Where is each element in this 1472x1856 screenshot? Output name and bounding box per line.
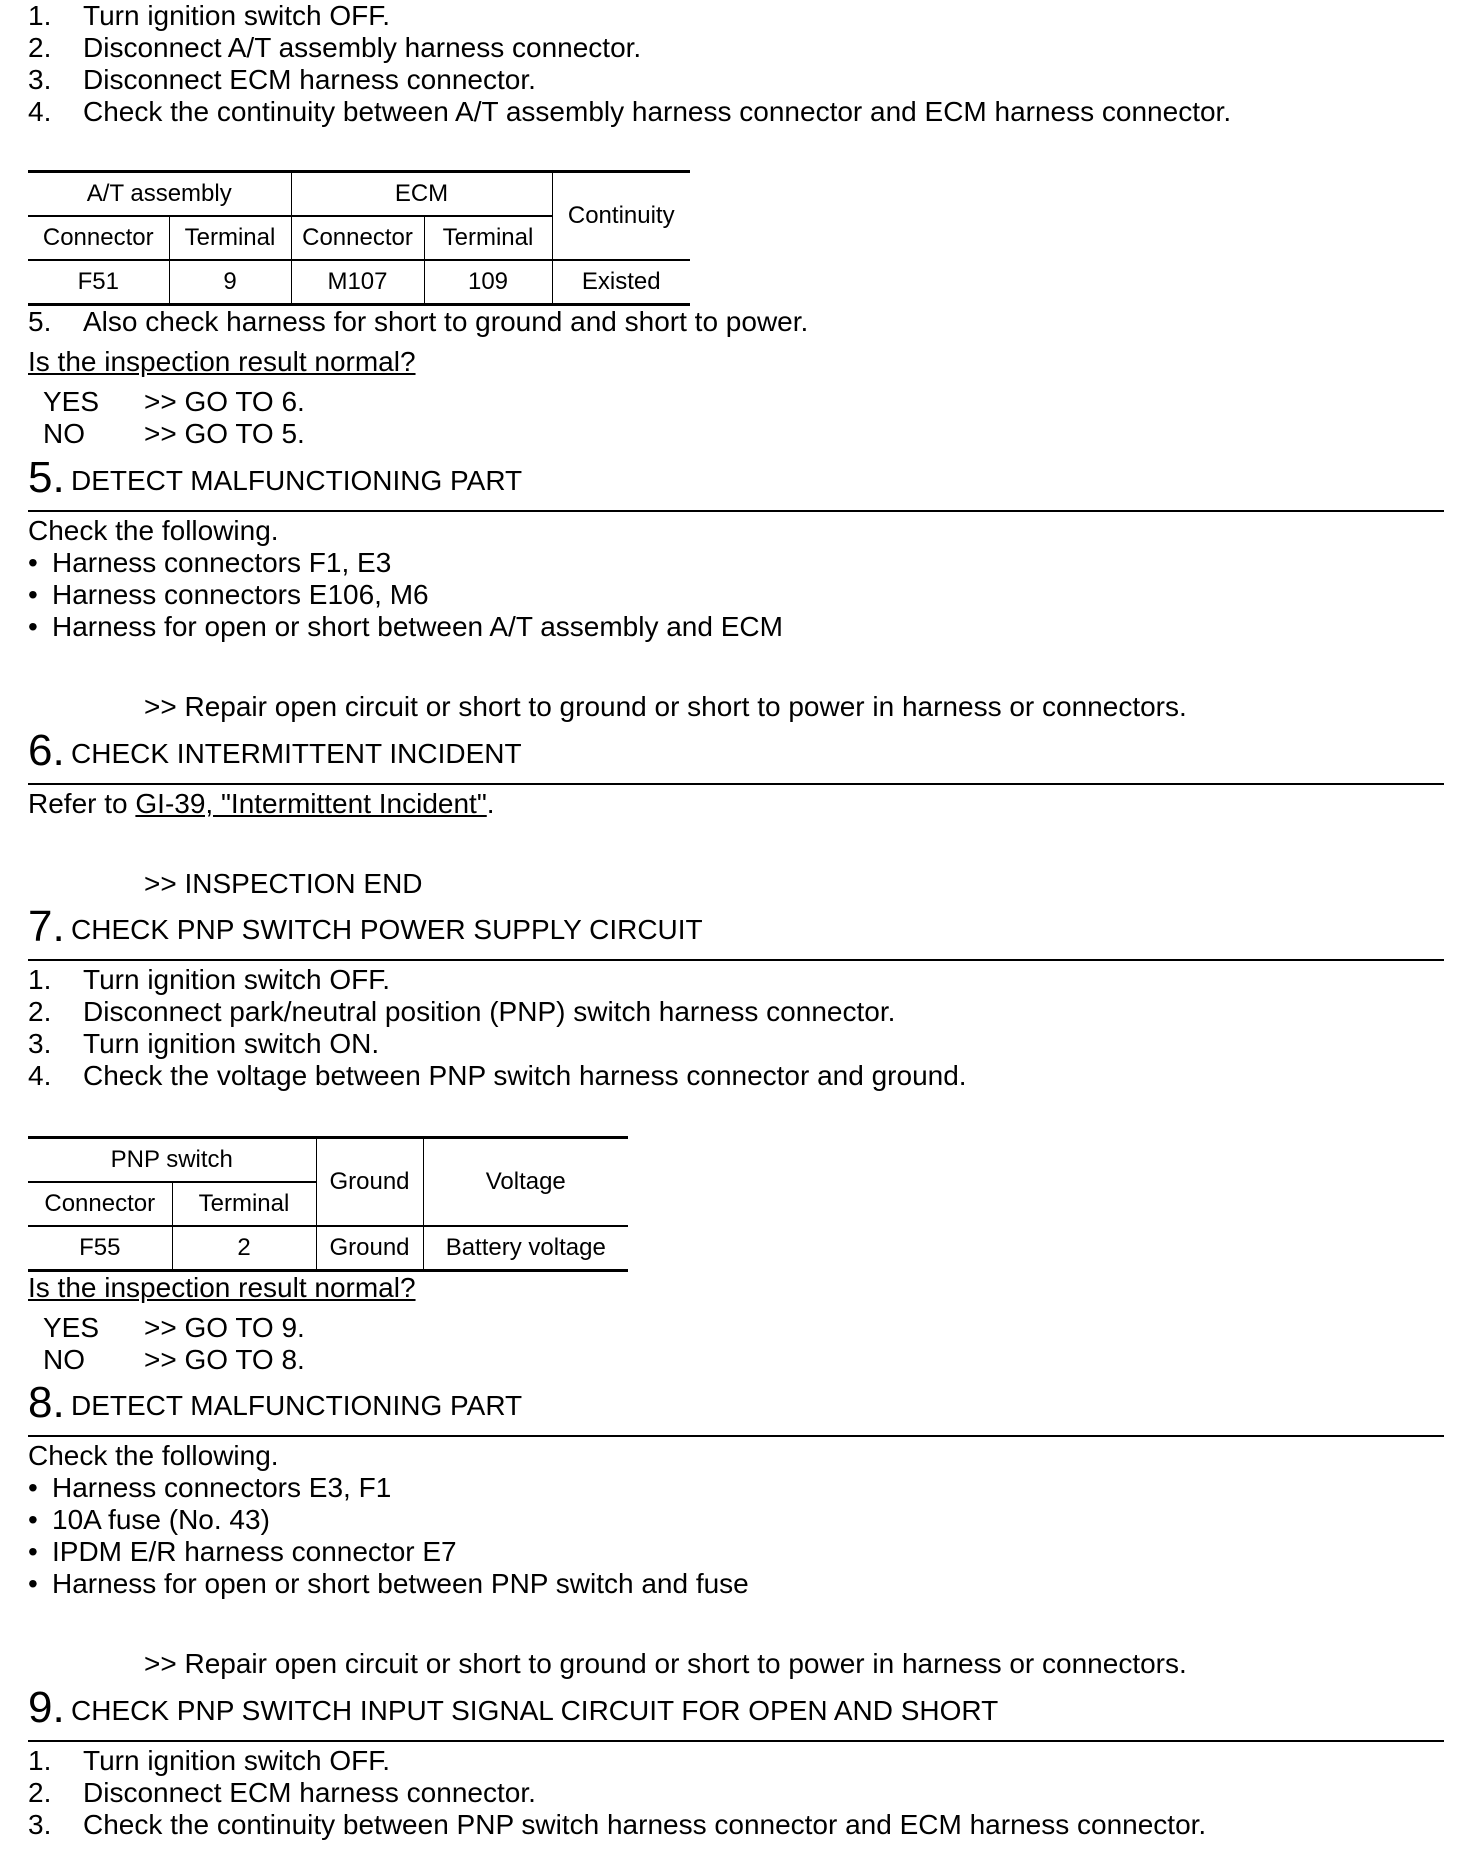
bullet-glyph: • <box>28 1472 38 1503</box>
bullet-glyph: • <box>28 611 38 642</box>
repair-instruction: >> Repair open circuit or short to ground or short to power in harness or connectors. <box>144 1648 1187 1679</box>
cell-continuity: Existed <box>552 260 690 305</box>
answer-yes-label: YES <box>43 1312 100 1343</box>
step-number: 1. <box>28 964 52 995</box>
section-divider <box>28 1740 1444 1742</box>
header-at-assembly: A/T assembly <box>28 172 291 217</box>
inspection-question: Is the inspection result normal? <box>28 1272 416 1303</box>
header-pnp-switch: PNP switch <box>28 1138 316 1183</box>
step-number: 3. <box>28 1028 52 1059</box>
reference-link[interactable]: GI-39, "Intermittent Incident" <box>135 788 487 819</box>
step-number: 4. <box>28 96 52 127</box>
cell-connector: F51 <box>28 260 169 305</box>
cell-terminal: 2 <box>172 1226 316 1271</box>
header-terminal: Terminal <box>424 216 552 260</box>
list-item: IPDM E/R harness connector E7 <box>52 1536 457 1567</box>
step-number: 2. <box>28 1777 52 1808</box>
cell-connector: F55 <box>28 1226 172 1271</box>
answer-yes-action: >> GO TO 9. <box>144 1312 305 1343</box>
header-terminal: Terminal <box>172 1182 316 1226</box>
reference-line <box>28 788 495 820</box>
section-number: 6. <box>28 726 65 775</box>
step-text: Turn ignition switch OFF. <box>83 1745 391 1776</box>
header-connector: Connector <box>291 216 424 260</box>
header-ecm: ECM <box>291 172 552 217</box>
continuity-table-at-ecm <box>28 170 690 306</box>
cell-terminal: 109 <box>424 260 552 305</box>
header-connector: Connector <box>28 216 169 260</box>
section-divider <box>28 959 1444 961</box>
step-text: Disconnect ECM harness connector. <box>83 1777 536 1808</box>
section-title: CHECK PNP SWITCH POWER SUPPLY CIRCUIT <box>71 914 703 945</box>
reference-prefix: Refer to <box>28 788 136 819</box>
header-ground: Ground <box>316 1138 423 1227</box>
step-text: Check the continuity between PNP switch harness connector and ECM harness connector. <box>83 1809 1207 1840</box>
header-connector: Connector <box>28 1182 172 1226</box>
step-number: 2. <box>28 32 52 63</box>
header-terminal: Terminal <box>169 216 291 260</box>
inspection-question: Is the inspection result normal? <box>28 346 416 377</box>
step-text: Turn ignition switch ON. <box>83 1028 380 1059</box>
reference-suffix: . <box>486 788 495 819</box>
step-text: Check the voltage between PNP switch harness connector and ground. <box>83 1060 967 1091</box>
cell-connector: M107 <box>291 260 424 305</box>
step-number: 1. <box>28 0 52 31</box>
section-number: 5. <box>28 453 65 502</box>
repair-instruction: >> Repair open circuit or short to ground or short to power in harness or connectors. <box>144 691 1187 722</box>
step-number: 4. <box>28 1060 52 1091</box>
bullet-glyph: • <box>28 579 38 610</box>
inspection-end: >> INSPECTION END <box>144 868 423 899</box>
list-item: Harness connectors E106, M6 <box>52 579 429 610</box>
answer-no-label: NO <box>43 1344 85 1375</box>
list-item: 10A fuse (No. 43) <box>52 1504 270 1535</box>
section-divider <box>28 783 1444 785</box>
bullet-glyph: • <box>28 1504 38 1535</box>
table-row <box>28 1226 628 1271</box>
lead-text: Check the following. <box>28 515 279 546</box>
step-number: 3. <box>28 64 52 95</box>
step-text: Disconnect ECM harness connector. <box>83 64 536 95</box>
list-item: Harness connectors E3, F1 <box>52 1472 392 1503</box>
header-continuity: Continuity <box>552 172 690 261</box>
section-number: 9. <box>28 1683 65 1732</box>
step-number: 2. <box>28 996 52 1027</box>
bullet-glyph: • <box>28 1568 38 1599</box>
answer-no-label: NO <box>43 418 85 449</box>
list-item: Harness connectors F1, E3 <box>52 547 392 578</box>
cell-ground: Ground <box>316 1226 423 1271</box>
answer-yes-label: YES <box>43 386 100 417</box>
section-number: 7. <box>28 902 65 951</box>
answer-yes-action: >> GO TO 6. <box>144 386 305 417</box>
step-text: Turn ignition switch OFF. <box>83 964 391 995</box>
cell-terminal: 9 <box>169 260 291 305</box>
bullet-glyph: • <box>28 547 38 578</box>
step-text: Disconnect park/neutral position (PNP) switch harness connector. <box>83 996 896 1027</box>
section-divider <box>28 510 1444 512</box>
lead-text: Check the following. <box>28 1440 279 1471</box>
step-text: Check the continuity between A/T assembly harness connector and ECM harness connector. <box>83 96 1232 127</box>
step-number: 3. <box>28 1809 52 1840</box>
list-item: Harness for open or short between A/T assembly and ECM <box>52 611 783 642</box>
step-text: Disconnect A/T assembly harness connector. <box>83 32 642 63</box>
section-title: CHECK PNP SWITCH INPUT SIGNAL CIRCUIT FOR OPEN AND SHORT <box>71 1695 999 1726</box>
answer-no-action: >> GO TO 5. <box>144 418 305 449</box>
header-voltage: Voltage <box>423 1138 628 1227</box>
step-text: Turn ignition switch OFF. <box>83 0 391 31</box>
answer-no-action: >> GO TO 8. <box>144 1344 305 1375</box>
section-title: DETECT MALFUNCTIONING PART <box>71 465 523 496</box>
section-divider <box>28 1435 1444 1437</box>
table-row <box>28 260 690 305</box>
list-item: Harness for open or short between PNP switch and fuse <box>52 1568 749 1599</box>
cell-voltage: Battery voltage <box>423 1226 628 1271</box>
voltage-table-pnp-switch <box>28 1136 628 1272</box>
section-number: 8. <box>28 1378 65 1427</box>
bullet-glyph: • <box>28 1536 38 1567</box>
section-title: CHECK INTERMITTENT INCIDENT <box>71 738 522 769</box>
section-title: DETECT MALFUNCTIONING PART <box>71 1390 523 1421</box>
step-number: 1. <box>28 1745 52 1776</box>
step-number: 5. <box>28 306 52 337</box>
step-text: Also check harness for short to ground and short to power. <box>83 306 809 337</box>
